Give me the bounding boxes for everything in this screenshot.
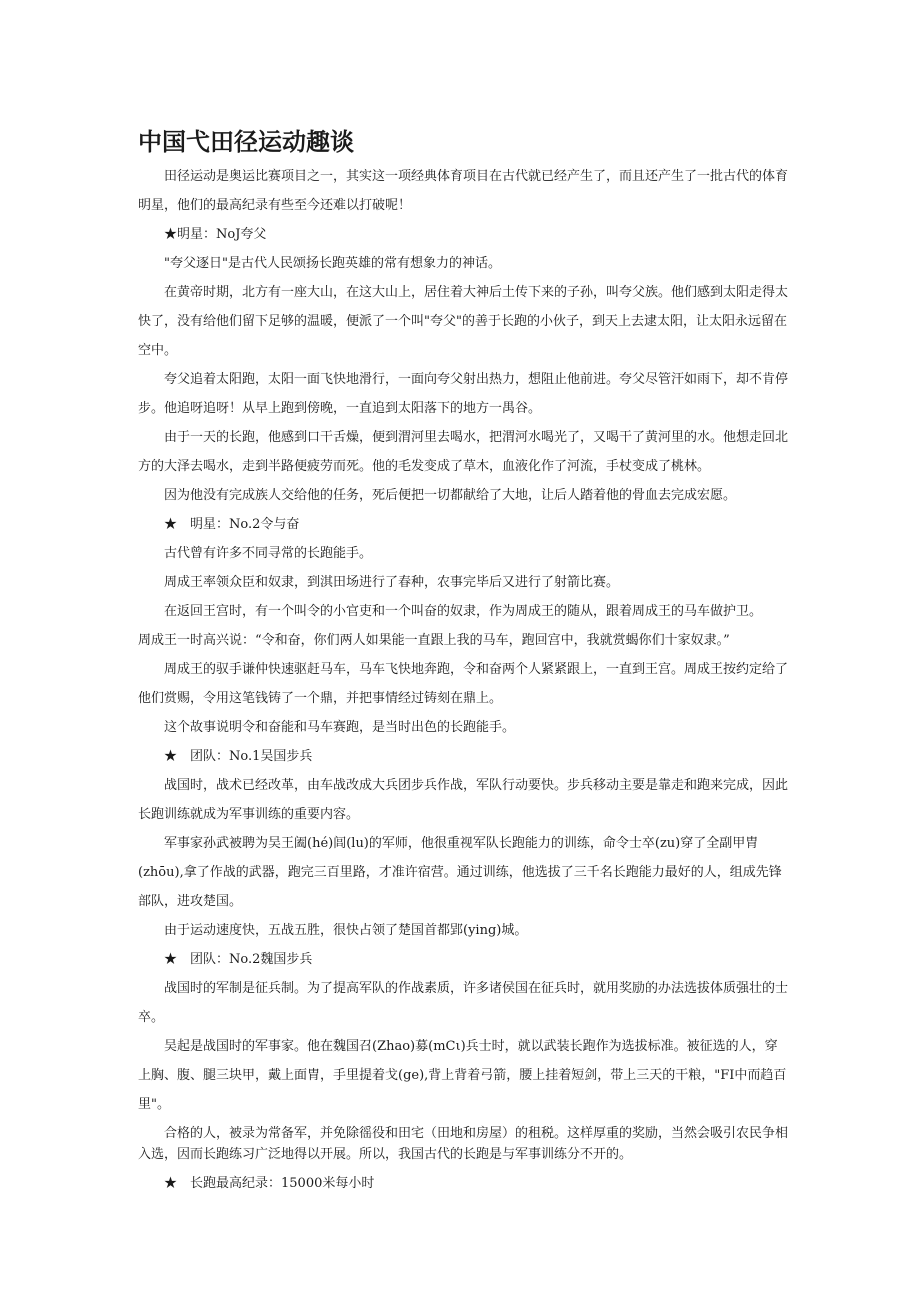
section-heading: ★ 团队：No.2魏国步兵	[164, 952, 313, 967]
paragraph: 在黄帝时期，北方有一座大山，在这大山上，居住着大神后土传下来的子孙，叫夸父族。他们感到太阳走得太快了，没有给他们留下足够的温暖，便派了一个叫"夸父"的善于长跑的小伙子，到天上去逮太阳，让太阳永远留在空中。	[138, 285, 789, 358]
section-heading: ★ 长跑最高纪录：15000米每小时	[164, 1176, 375, 1191]
paragraph: 周成王的驭手谦仲快速驱赶马车，马车飞快地奔跑，令和奋两个人紧紧跟上，一直到王宫。周成王按约定给了他们赏赐，令用这笔钱铸了一个鼎，并把事情经过铸刻在鼎上。	[138, 662, 789, 706]
paragraph: "夸父逐日"是古代人民颂扬长跑英雄的常有想象力的神话。	[164, 256, 501, 271]
page-title: 中国弋田径运动趣谈	[138, 128, 354, 156]
paragraph: 在返回王宫时，有一个叫令的小官吏和一个叫奋的奴隶，作为周成王的随从，跟着周成王的马车做护卫。	[164, 604, 763, 619]
paragraph: 周成王率领众臣和奴隶，到淇田场进行了春种，农事完毕后又进行了射箭比赛。	[164, 575, 620, 590]
paragraph: 合格的人，被录为常备军，并免除徭役和田宅（田地和房屋）的租税。这样厚重的奖励，当然会吸引农民争相入选，因而长跑练习广泛地得以开展。所以，我国古代的长跑是与军事训练分不开的。	[138, 1126, 789, 1162]
paragraph: 古代曾有许多不同寻常的长跑能手。	[164, 546, 373, 561]
paragraph: 战国时的军制是征兵制。为了提高军队的作战素质，许多诸侯国在征兵时，就用奖励的办法选拔体质强壮的士卒。	[138, 981, 789, 1025]
paragraph: 吴起是战国时的军事家。他在魏国召(Zhao)募(mCι)兵士时，就以武装长跑作为选拔标准。被征选的人，穿上胸、腹、腿三块甲，戴上面胄，手里提着戈(ge),背上背着弓箭，腰上挂着短剑，带上三天的干粮，"FI中而趋百里"。	[138, 1039, 787, 1112]
paragraph: 战国时，战术已经改革，由车战改成大兵团步兵作战，军队行动要快。步兵移动主要是靠走和跑来完成，因此长跑训练就成为军事训练的重要内容。	[138, 778, 789, 822]
section-heading: ★ 团队：No.1吴国步兵	[164, 749, 313, 764]
paragraph: 军事家孙武被聘为吴王阖(hé)闾(lu)的军师，他很重视军队长跑能力的训练，命令士卒(zu)穿了全副甲胄(zhōu),拿了作战的武器，跑完三百里路，才准许宿营。通过训练，他选拔了三千名长跑能力最好的人，组成先锋部队，进攻楚国。	[138, 836, 782, 909]
paragraph: 夸父追着太阳跑，太阳一面飞快地滑行，一面向夸父射出热力，想阻止他前进。夸父尽管汗如雨下，却不肯停步。他追呀追呀！从早上跑到傍晚，一直追到太阳落下的地方一禺谷。	[138, 372, 789, 416]
section-heading: ★ 明星：No.2令与奋	[164, 517, 300, 532]
paragraph: 因为他没有完成族人交给他的任务，死后便把一切都献给了大地，让后人踏着他的骨血去完成宏愿。	[164, 488, 737, 503]
paragraph: 田径运动是奥运比赛项目之一，其实这一项经典体育项目在古代就已经产生了，而且还产生了一批古代的体育明星，他们的最高纪录有些至今还难以打破呢！	[138, 169, 789, 213]
paragraph: 这个故事说明令和奋能和马车赛跑，是当时出色的长跑能手。	[164, 720, 516, 735]
paragraph: 由于运动速度快，五战五胜，很快占领了楚国首都郢(ying)城。	[164, 923, 528, 938]
paragraph: 由于一天的长跑，他感到口干舌燥，便到渭河里去喝水，把渭河水喝光了，又喝干了黄河里的水。他想走回北方的大泽去喝水，走到半路便疲劳而死。他的毛发变成了草木，血液化作了河流，手杖变成了桃林。	[138, 430, 789, 474]
section-heading: ★明星：NoJ夸父	[164, 227, 267, 242]
article-body	[138, 162, 788, 1198]
paragraph: 周成王一时高兴说：“令和奋，你们两人如果能一直跟上我的马车，跑回宫中，我就赏蝎你们十家奴隶。”	[138, 633, 730, 648]
